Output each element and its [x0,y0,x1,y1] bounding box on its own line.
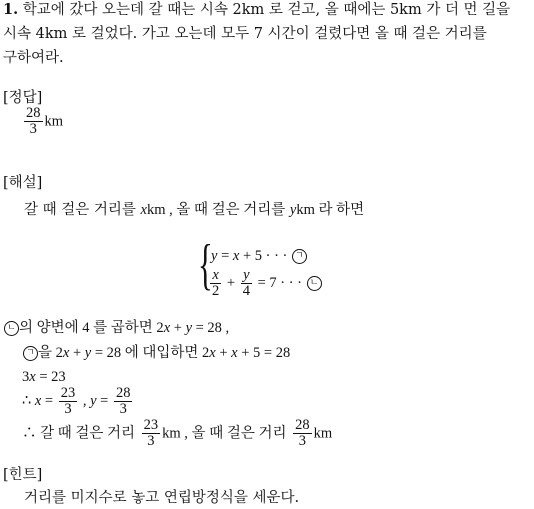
step4-eq2: = [96,392,112,409]
eq1-y: y [211,248,218,264]
solution-intro-c: km 라 하면 [296,202,365,218]
step2-text-c: = 28 에 대입하면 2 [91,345,210,361]
eq2-num-y: y [243,267,250,283]
step5-text-a: ∴ 갈 때 걸은 거리 [22,425,136,442]
step2-text-d: + [215,345,232,361]
circled-giyeok-marker: ㄱ [23,346,38,361]
eq2-plus: + [223,274,239,291]
step2-x1: x [62,345,70,361]
step1-text-a: 의 양변에 4 를 곱하면 2 [19,320,164,336]
solution-step-1 [3,320,229,336]
step2-text-b: + [69,345,85,361]
solution-step-3 [22,369,66,385]
solution-intro-a: 갈 때 걸은 거리를 [24,202,136,218]
problem-line-3: 구하여라. [3,50,64,66]
step4-x: x [34,392,42,409]
step4-frac-x [59,386,78,417]
step5-num-1: 23 [143,417,159,433]
eq1-x: x [232,248,240,264]
step4-sep: , [79,392,91,409]
problem-text-1: 학교에 갔다 오는데 갈 때는 시속 2km 로 걷고, 올 때에는 5km 가 더 먼 길을 [22,2,511,18]
answer-unit: km [44,113,64,130]
var-y: y [289,202,297,218]
hint-label: [힌트] [3,467,43,483]
step4-y-den: 3 [119,401,127,417]
eq2-den-2: 2 [212,283,220,299]
answer-numerator: 28 [26,105,41,121]
step5-den-1: 3 [147,433,155,449]
step2-x2: x [209,345,216,361]
therefore-symbol: ∴ [22,392,35,409]
answer-fraction [24,106,43,137]
solution-step-5 [22,418,332,449]
var-x: x [140,202,147,218]
solution-step-2 [22,345,290,361]
problem-number: 1. [3,1,19,18]
step1-text-b: + [170,320,186,336]
problem-line-1 [3,2,510,18]
equation-1 [211,248,307,264]
step4-eq: = [41,392,57,409]
answer-denominator: 3 [29,121,37,137]
solution-step-4 [22,386,134,417]
step4-y: y [90,392,97,409]
solution-intro [24,202,364,218]
eq2-rest: = 7 · · · [253,274,306,291]
step3-b: = 23 [35,369,66,385]
step3-x: x [29,369,36,385]
step5-text-b: km , 올 때 걸은 거리 [162,425,287,442]
step1-y: y [185,320,192,336]
equation-2 [208,268,322,299]
answer-label: [정답] [3,90,43,106]
step2-y1: y [84,345,92,361]
step5-frac-2 [293,418,312,449]
step5-num-2: 28 [295,417,310,433]
hint-text: 거리를 미지수로 놓고 연립방정식을 세운다. [24,490,300,506]
circled-nieun-marker: ㄴ [307,276,322,291]
step1-x: x [163,320,171,336]
circled-giyeok-marker: ㄱ [292,249,307,264]
step4-frac-y [114,386,133,417]
step2-text-e: + 5 = 28 [237,345,291,361]
step5-text-c: km [313,425,333,442]
eq2-num-x: x [212,267,219,283]
eq1-rest: + 5 · · · [239,248,291,264]
step2-text-a: 을 2 [38,345,63,361]
step4-x-den: 3 [64,401,72,417]
step4-y-num: 28 [115,385,131,401]
eq2-den-4: 4 [242,283,250,299]
step5-frac-1 [142,418,161,449]
step1-text-c: = 28 , [192,320,230,336]
step2-x3: x [231,345,238,361]
eq2-frac-y [241,268,252,299]
eq1-eq: = [217,248,233,264]
step5-den-2: 3 [298,433,306,449]
step3-a: 3 [22,369,30,385]
circled-nieun-marker: ㄴ [4,321,19,336]
solution-intro-b: km , 올 때 걸은 거리를 [146,202,286,218]
solution-label: [해설] [3,175,43,191]
system-brace: { [198,234,213,296]
problem-line-2: 시속 4km 로 걸었다. 가고 오는데 모두 7 시간이 걸렸다면 올 때 걸은 거리를 [3,26,487,42]
eq2-frac-x [210,268,221,299]
step4-x-num: 23 [60,385,76,401]
answer-value [22,106,63,137]
